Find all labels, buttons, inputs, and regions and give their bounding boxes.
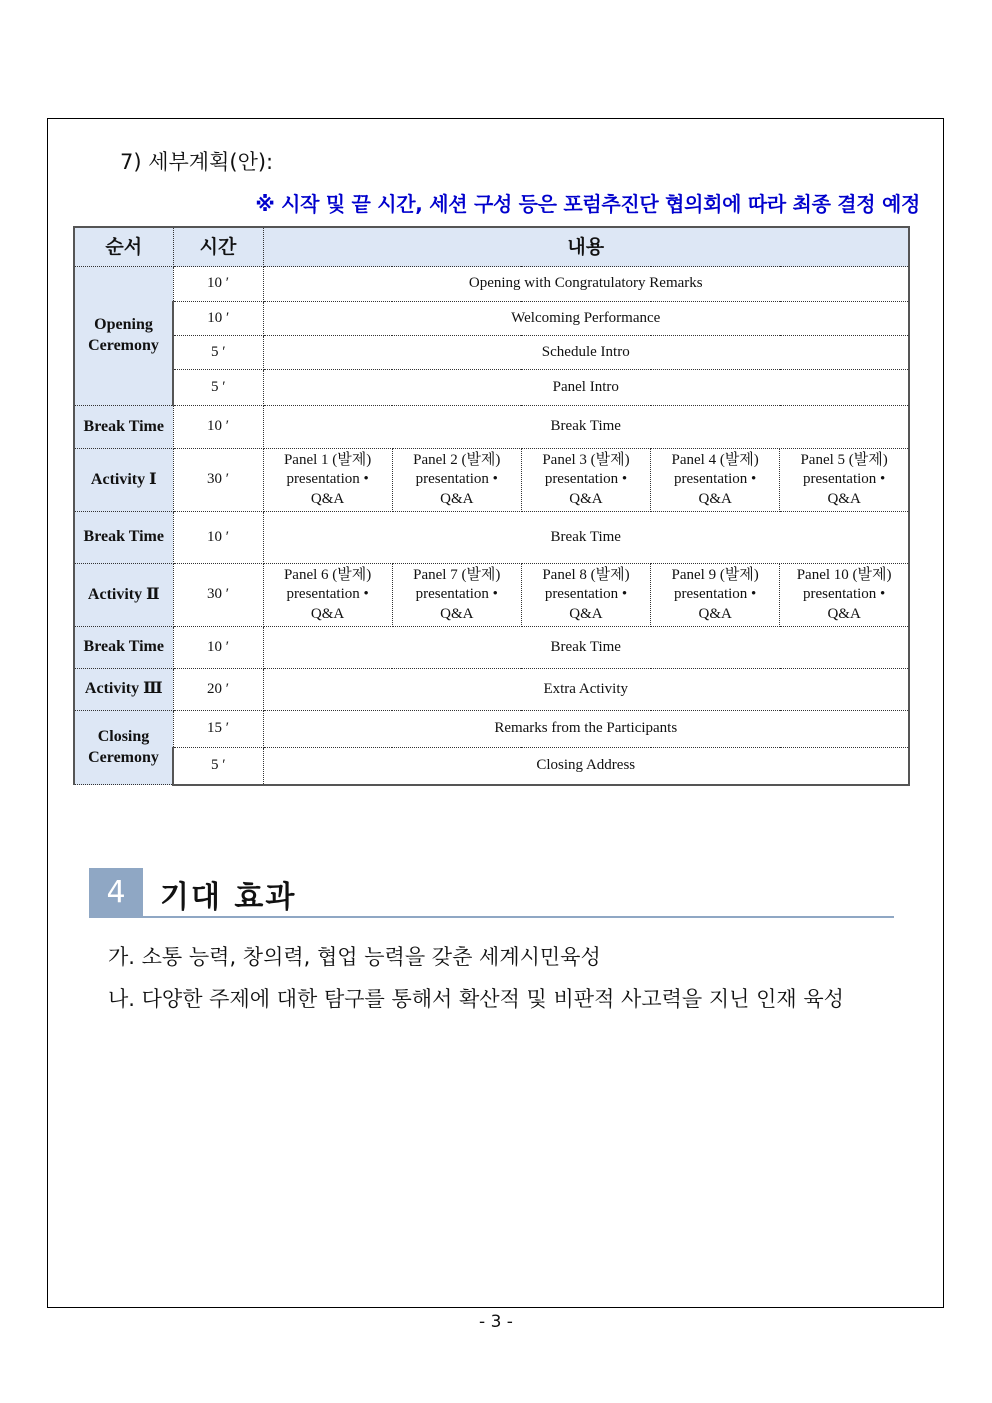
row-time: 10 ′ — [173, 512, 263, 564]
row-content: Panel Intro — [263, 370, 909, 406]
break-label: Break Time — [74, 627, 173, 669]
table-row — [74, 627, 909, 669]
table-row — [74, 449, 909, 512]
panel-cell: Panel 7 (발제) presentation • Q&A — [392, 564, 521, 627]
table-row — [74, 512, 909, 564]
table-row — [74, 336, 909, 370]
page-number: - 3 - — [479, 1312, 513, 1332]
section-underline — [143, 916, 894, 918]
table-row — [74, 267, 909, 302]
row-time: 5 ′ — [173, 748, 263, 785]
row-content: Welcoming Performance — [263, 302, 909, 336]
list-item: 나. 다양한 주제에 대한 탐구를 통해서 확산적 및 비판적 사고력을 지닌 인재 육성 — [108, 987, 844, 1011]
row-time: 10 ′ — [173, 406, 263, 449]
row-time: 10 ′ — [173, 302, 263, 336]
row-content: Schedule Intro — [263, 336, 909, 370]
row-content: Extra Activity — [263, 669, 909, 711]
table-row — [74, 748, 909, 785]
break-label: Break Time — [74, 406, 173, 449]
table-row — [74, 564, 909, 627]
row-time: 10 ′ — [173, 267, 263, 302]
closing-label: Closing Ceremony — [74, 711, 173, 785]
activity1-label: Activity Ⅰ — [74, 449, 173, 512]
table-row — [74, 370, 909, 406]
table-row — [74, 302, 909, 336]
row-content: Closing Address — [263, 748, 909, 785]
panel-cell: Panel 2 (발제) presentation • Q&A — [392, 449, 521, 512]
table-row — [74, 669, 909, 711]
activity2-label: Activity Ⅱ — [74, 564, 173, 627]
table-header-row — [74, 227, 909, 267]
table-row — [74, 711, 909, 748]
panel-cell: Panel 4 (발제) presentation • Q&A — [651, 449, 780, 512]
schedule-notice: ※ 시작 및 끝 시간, 세션 구성 등은 포럼추진단 협의회에 따라 최종 결정 예정 — [255, 192, 920, 216]
list-item: 가. 소통 능력, 창의력, 협업 능력을 갖춘 세계시민육성 — [108, 945, 601, 969]
row-time: 30 ′ — [173, 564, 263, 627]
row-content: Break Time — [263, 627, 909, 669]
header-order: 순서 — [74, 227, 173, 267]
row-time: 30 ′ — [173, 449, 263, 512]
row-time: 5 ′ — [173, 336, 263, 370]
panel-cell: Panel 6 (발제) presentation • Q&A — [263, 564, 392, 627]
row-time: 5 ′ — [173, 370, 263, 406]
section-number-badge: 4 — [89, 868, 143, 918]
row-content: Remarks from the Participants — [263, 711, 909, 748]
panel-cell: Panel 5 (발제) presentation • Q&A — [780, 449, 909, 512]
header-content: 내용 — [263, 227, 909, 267]
panel-cell: Panel 8 (발제) presentation • Q&A — [521, 564, 650, 627]
table-row — [74, 406, 909, 449]
header-time: 시간 — [173, 227, 263, 267]
panel-cell: Panel 3 (발제) presentation • Q&A — [521, 449, 650, 512]
panel-cell: Panel 10 (발제) presentation • Q&A — [780, 564, 909, 627]
section-title: 7) 세부계획(안): — [120, 150, 274, 174]
row-time: 15 ′ — [173, 711, 263, 748]
row-time: 10 ′ — [173, 627, 263, 669]
row-content: Break Time — [263, 512, 909, 564]
schedule-table — [73, 226, 910, 786]
row-content: Break Time — [263, 406, 909, 449]
opening-label: Opening Ceremony — [74, 267, 173, 406]
activity3-label: Activity Ⅲ — [74, 669, 173, 711]
break-label: Break Time — [74, 512, 173, 564]
row-content: Opening with Congratulatory Remarks — [263, 267, 909, 302]
panel-cell: Panel 1 (발제) presentation • Q&A — [263, 449, 392, 512]
panel-cell: Panel 9 (발제) presentation • Q&A — [651, 564, 780, 627]
row-time: 20 ′ — [173, 669, 263, 711]
section-heading: 기대 효과 — [160, 880, 297, 915]
